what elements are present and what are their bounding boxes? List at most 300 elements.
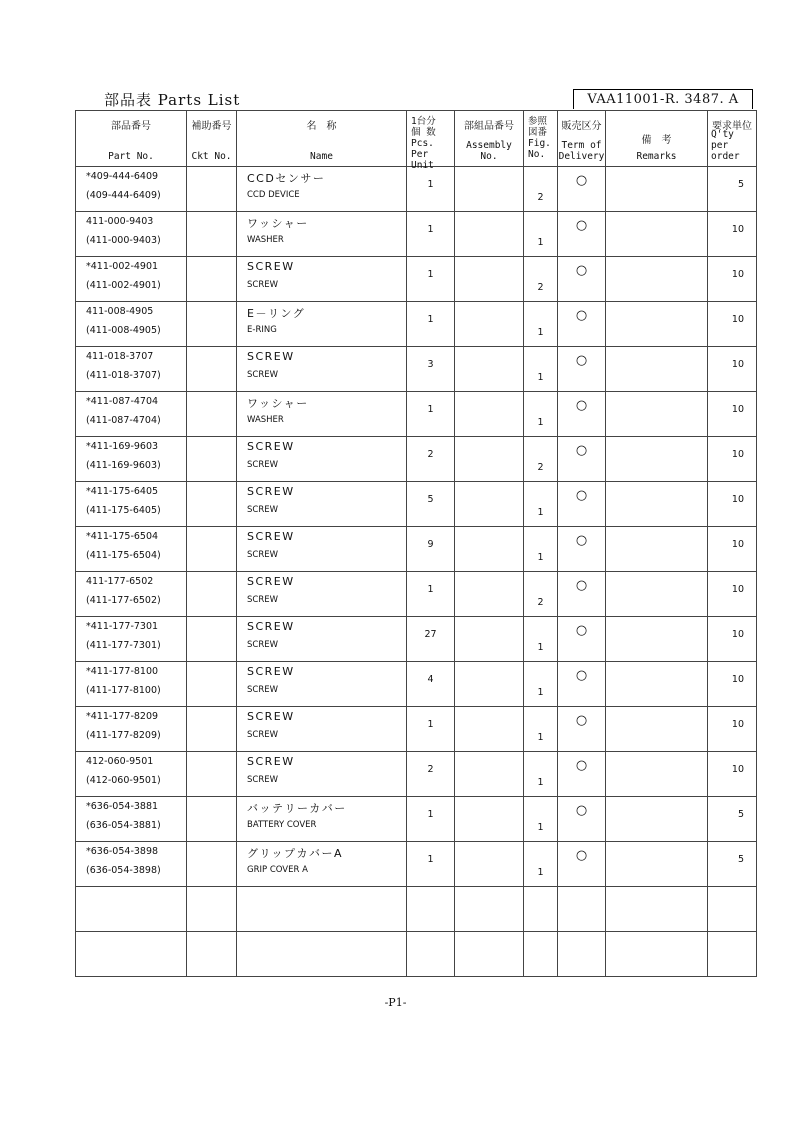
cell-qty	[407, 842, 455, 887]
qty-per-order: 10	[731, 404, 744, 415]
part-name-en: SCREW	[247, 280, 279, 290]
pcs-per-unit: 1	[427, 404, 434, 415]
col-part-no	[76, 111, 187, 167]
cell-remarks	[606, 842, 708, 887]
cell-qty	[407, 167, 455, 212]
cell-name	[237, 572, 407, 617]
empty-cell	[455, 887, 524, 932]
col-label-ja: 名 称	[306, 121, 337, 132]
cell-term	[558, 212, 606, 257]
cell-remarks	[606, 167, 708, 212]
empty-table-row	[76, 932, 757, 977]
col-qty-per-order	[708, 111, 757, 167]
document-number: VAA11001-R. 3487. A	[573, 89, 753, 109]
pcs-per-unit: 1	[427, 584, 434, 595]
pcs-per-unit: 1	[427, 179, 434, 190]
cell-ckt-no	[187, 482, 237, 527]
pcs-per-unit: 1	[427, 269, 434, 280]
table-row	[76, 167, 757, 212]
col-remarks	[606, 111, 708, 167]
cell-part-no	[76, 482, 187, 527]
cell-fig-no	[524, 797, 558, 842]
cell-remarks	[606, 392, 708, 437]
cell-remarks	[606, 617, 708, 662]
part-number: *409-444-6409	[86, 171, 159, 182]
cell-qty-order	[708, 212, 757, 257]
cell-qty-order	[708, 482, 757, 527]
cell-name	[237, 482, 407, 527]
delivery-circle-mark: ○	[575, 713, 588, 728]
part-number: 411-018-3707	[86, 351, 154, 362]
qty-per-order: 5	[737, 809, 744, 820]
cell-ckt-no	[187, 662, 237, 707]
table-row	[76, 392, 757, 437]
part-number-alt: (636-054-3898)	[86, 865, 161, 876]
table-row	[76, 617, 757, 662]
cell-ckt-no	[187, 257, 237, 302]
pcs-per-unit: 1	[427, 854, 434, 865]
qty-per-order: 10	[731, 764, 744, 775]
part-number: *411-175-6405	[86, 486, 159, 497]
delivery-circle-mark: ○	[575, 398, 588, 413]
col-label-ja: 参照	[528, 116, 548, 127]
col-label-en2: No.	[528, 149, 546, 160]
cell-fig-no	[524, 347, 558, 392]
pcs-per-unit: 1	[427, 224, 434, 235]
cell-term	[558, 527, 606, 572]
pcs-per-unit: 1	[427, 719, 434, 730]
cell-remarks	[606, 797, 708, 842]
cell-ckt-no	[187, 527, 237, 572]
delivery-circle-mark: ○	[575, 623, 588, 638]
empty-cell	[606, 932, 708, 977]
part-name-ja: CCDセンサー	[247, 172, 326, 185]
cell-term	[558, 842, 606, 887]
delivery-circle-mark: ○	[575, 353, 588, 368]
part-name-ja: SCREW	[247, 665, 295, 678]
part-number: 411-000-9403	[86, 216, 154, 227]
cell-fig-no	[524, 617, 558, 662]
table-row	[76, 572, 757, 617]
cell-qty	[407, 752, 455, 797]
empty-cell	[558, 887, 606, 932]
cell-assembly-no	[455, 797, 524, 842]
cell-part-no	[76, 392, 187, 437]
part-number: 411-177-6502	[86, 576, 154, 587]
cell-qty-order	[708, 572, 757, 617]
part-number: *411-177-8100	[86, 666, 159, 677]
cell-term	[558, 302, 606, 347]
cell-assembly-no	[455, 752, 524, 797]
cell-qty	[407, 617, 455, 662]
cell-part-no	[76, 572, 187, 617]
part-name-en: SCREW	[247, 505, 279, 515]
part-number-alt: (411-175-6405)	[86, 505, 161, 516]
fig-number: 1	[537, 237, 544, 248]
table-row	[76, 257, 757, 302]
col-label-ja2: 図番	[528, 127, 548, 138]
qty-per-order: 10	[731, 449, 744, 460]
part-name-ja: SCREW	[247, 440, 295, 453]
col-label-en2: Unit	[411, 160, 434, 171]
cell-qty	[407, 392, 455, 437]
cell-qty-order	[708, 257, 757, 302]
qty-per-order: 5	[737, 854, 744, 865]
cell-fig-no	[524, 212, 558, 257]
col-label-en: Term of	[561, 140, 602, 151]
part-name-en: CCD DEVICE	[247, 190, 300, 200]
cell-ckt-no	[187, 797, 237, 842]
cell-assembly-no	[455, 212, 524, 257]
cell-remarks	[606, 572, 708, 617]
table-row	[76, 347, 757, 392]
part-number-alt: (411-175-6504)	[86, 550, 161, 561]
part-name-en: SCREW	[247, 595, 279, 605]
cell-qty	[407, 572, 455, 617]
empty-cell	[187, 932, 237, 977]
cell-fig-no	[524, 302, 558, 347]
part-number-alt: (411-177-8209)	[86, 730, 161, 741]
part-name-en: GRIP COVER A	[247, 865, 308, 875]
qty-per-order: 10	[731, 539, 744, 550]
table-row	[76, 662, 757, 707]
cell-part-no	[76, 707, 187, 752]
part-name-en: SCREW	[247, 550, 279, 560]
fig-number: 2	[537, 192, 544, 203]
cell-assembly-no	[455, 707, 524, 752]
table-row	[76, 437, 757, 482]
pcs-per-unit: 3	[427, 359, 434, 370]
qty-per-order: 5	[737, 179, 744, 190]
cell-name	[237, 167, 407, 212]
pcs-per-unit: 9	[427, 539, 434, 550]
cell-term	[558, 347, 606, 392]
cell-remarks	[606, 707, 708, 752]
empty-table-row	[76, 887, 757, 932]
part-number-alt: (411-177-8100)	[86, 685, 161, 696]
cell-term	[558, 257, 606, 302]
pcs-per-unit: 27	[424, 629, 437, 640]
part-number-alt: (411-000-9403)	[86, 235, 161, 246]
cell-remarks	[606, 482, 708, 527]
cell-assembly-no	[455, 257, 524, 302]
fig-number: 2	[537, 462, 544, 473]
cell-ckt-no	[187, 212, 237, 257]
cell-assembly-no	[455, 842, 524, 887]
cell-ckt-no	[187, 572, 237, 617]
table-row	[76, 302, 757, 347]
cell-qty	[407, 302, 455, 347]
qty-per-order: 10	[731, 224, 744, 235]
cell-part-no	[76, 347, 187, 392]
col-label-ja: 1台分	[411, 116, 436, 127]
cell-ckt-no	[187, 302, 237, 347]
cell-fig-no	[524, 842, 558, 887]
cell-fig-no	[524, 482, 558, 527]
empty-cell	[524, 932, 558, 977]
qty-per-order: 10	[731, 674, 744, 685]
fig-number: 1	[537, 777, 544, 788]
part-number-alt: (411-018-3707)	[86, 370, 161, 381]
pcs-per-unit: 5	[427, 494, 434, 505]
empty-cell	[558, 932, 606, 977]
part-name-ja: SCREW	[247, 755, 295, 768]
delivery-circle-mark: ○	[575, 758, 588, 773]
cell-remarks	[606, 437, 708, 482]
part-name-en: SCREW	[247, 370, 279, 380]
part-number-alt: (411-087-4704)	[86, 415, 161, 426]
delivery-circle-mark: ○	[575, 533, 588, 548]
part-name-ja: SCREW	[247, 350, 295, 363]
fig-number: 1	[537, 642, 544, 653]
fig-number: 1	[537, 507, 544, 518]
cell-part-no	[76, 212, 187, 257]
cell-name	[237, 842, 407, 887]
pcs-per-unit: 4	[427, 674, 434, 685]
cell-fig-no	[524, 527, 558, 572]
empty-cell	[76, 932, 187, 977]
delivery-circle-mark: ○	[575, 848, 588, 863]
cell-qty-order	[708, 347, 757, 392]
table-row	[76, 527, 757, 572]
cell-term	[558, 707, 606, 752]
cell-term	[558, 437, 606, 482]
part-number: *411-002-4901	[86, 261, 159, 272]
qty-per-order: 10	[731, 629, 744, 640]
cell-name	[237, 527, 407, 572]
delivery-circle-mark: ○	[575, 263, 588, 278]
cell-fig-no	[524, 707, 558, 752]
part-name-en: SCREW	[247, 730, 279, 740]
cell-qty	[407, 212, 455, 257]
page-number: -P1-	[384, 996, 407, 1009]
col-label-stack	[528, 116, 555, 160]
cell-part-no	[76, 527, 187, 572]
part-name-ja: SCREW	[247, 575, 295, 588]
cell-fig-no	[524, 257, 558, 302]
page-title: 部品表 Parts List	[104, 91, 241, 109]
cell-qty	[407, 527, 455, 572]
qty-per-order: 10	[731, 314, 744, 325]
fig-number: 1	[537, 732, 544, 743]
empty-cell	[708, 932, 757, 977]
cell-term	[558, 617, 606, 662]
pcs-per-unit: 1	[427, 809, 434, 820]
table-row	[76, 707, 757, 752]
cell-name	[237, 392, 407, 437]
part-name-en: WASHER	[247, 235, 284, 245]
cell-remarks	[606, 212, 708, 257]
cell-fig-no	[524, 167, 558, 212]
empty-cell	[407, 932, 455, 977]
cell-assembly-no	[455, 617, 524, 662]
cell-remarks	[606, 662, 708, 707]
cell-name	[237, 347, 407, 392]
cell-name	[237, 707, 407, 752]
cell-assembly-no	[455, 437, 524, 482]
part-name-en: BATTERY COVER	[247, 820, 317, 830]
delivery-circle-mark: ○	[575, 218, 588, 233]
table-row	[76, 842, 757, 887]
cell-name	[237, 302, 407, 347]
col-label-ja: 備 考	[641, 135, 672, 146]
part-number-alt: (411-177-7301)	[86, 640, 161, 651]
col-term-of-delivery	[558, 111, 606, 167]
part-name-en: SCREW	[247, 460, 279, 470]
cell-remarks	[606, 302, 708, 347]
cell-ckt-no	[187, 752, 237, 797]
cell-term	[558, 797, 606, 842]
cell-remarks	[606, 347, 708, 392]
delivery-circle-mark: ○	[575, 578, 588, 593]
cell-qty-order	[708, 617, 757, 662]
part-number-alt: (411-002-4901)	[86, 280, 161, 291]
cell-fig-no	[524, 572, 558, 617]
cell-part-no	[76, 752, 187, 797]
part-name-ja: SCREW	[247, 620, 295, 633]
qty-per-order: 10	[731, 494, 744, 505]
cell-qty-order	[708, 707, 757, 752]
part-name-en: SCREW	[247, 640, 279, 650]
part-name-ja: SCREW	[247, 260, 295, 273]
fig-number: 1	[537, 372, 544, 383]
cell-part-no	[76, 617, 187, 662]
part-name-ja: バッテリーカバー	[247, 802, 347, 815]
cell-remarks	[606, 257, 708, 302]
cell-assembly-no	[455, 347, 524, 392]
empty-cell	[524, 887, 558, 932]
fig-number: 2	[537, 282, 544, 293]
cell-part-no	[76, 437, 187, 482]
cell-name	[237, 437, 407, 482]
empty-cell	[606, 887, 708, 932]
part-name-ja: SCREW	[247, 485, 295, 498]
part-name-ja: ワッシャー	[247, 217, 309, 230]
cell-part-no	[76, 797, 187, 842]
table-header-row	[76, 111, 757, 167]
col-label-ja: 要求単位	[712, 121, 752, 132]
cell-term	[558, 167, 606, 212]
cell-assembly-no	[455, 167, 524, 212]
part-number: *411-177-8209	[86, 711, 159, 722]
col-fig-no	[524, 111, 558, 167]
fig-number: 1	[537, 327, 544, 338]
cell-ckt-no	[187, 617, 237, 662]
col-name	[237, 111, 407, 167]
cell-term	[558, 482, 606, 527]
col-label-en2: Delivery	[558, 151, 605, 162]
part-name-ja: グリップカバーA	[247, 847, 343, 860]
cell-qty-order	[708, 167, 757, 212]
cell-name	[237, 257, 407, 302]
col-label-en-stack	[711, 129, 756, 162]
cell-qty	[407, 437, 455, 482]
col-label-en: Pcs. Per	[411, 138, 434, 160]
qty-per-order: 10	[731, 584, 744, 595]
pcs-per-unit: 2	[427, 764, 434, 775]
empty-cell	[407, 887, 455, 932]
cell-ckt-no	[187, 842, 237, 887]
col-label-en: Ckt No.	[191, 151, 232, 162]
col-label-en-stack	[558, 140, 605, 162]
part-number-alt: (411-169-9603)	[86, 460, 161, 471]
parts-table	[75, 110, 757, 977]
cell-qty-order	[708, 662, 757, 707]
col-label-en: Name	[310, 151, 333, 162]
cell-part-no	[76, 167, 187, 212]
cell-qty-order	[708, 527, 757, 572]
col-label-ja: 部品番号	[111, 121, 151, 132]
col-label-stack	[411, 116, 452, 171]
cell-remarks	[606, 527, 708, 572]
cell-qty	[407, 707, 455, 752]
cell-qty	[407, 482, 455, 527]
delivery-circle-mark: ○	[575, 308, 588, 323]
part-number-alt: (411-008-4905)	[86, 325, 161, 336]
part-number-alt: (412-060-9501)	[86, 775, 161, 786]
col-pcs-per-unit	[407, 111, 455, 171]
part-name-en: SCREW	[247, 685, 279, 695]
cell-term	[558, 662, 606, 707]
cell-qty-order	[708, 752, 757, 797]
empty-cell	[455, 932, 524, 977]
cell-term	[558, 392, 606, 437]
part-name-ja: ワッシャー	[247, 397, 309, 410]
delivery-circle-mark: ○	[575, 803, 588, 818]
cell-qty-order	[708, 842, 757, 887]
part-number: *411-087-4704	[86, 396, 159, 407]
cell-name	[237, 212, 407, 257]
table-row	[76, 482, 757, 527]
cell-qty-order	[708, 392, 757, 437]
cell-remarks	[606, 752, 708, 797]
pcs-per-unit: 1	[427, 314, 434, 325]
cell-fig-no	[524, 392, 558, 437]
cell-assembly-no	[455, 392, 524, 437]
cell-assembly-no	[455, 662, 524, 707]
col-label-ja: 部組品番号	[464, 121, 514, 132]
fig-number: 2	[537, 597, 544, 608]
qty-per-order: 10	[731, 269, 744, 280]
cell-part-no	[76, 662, 187, 707]
delivery-circle-mark: ○	[575, 443, 588, 458]
cell-qty-order	[708, 437, 757, 482]
part-name-ja: SCREW	[247, 710, 295, 723]
cell-fig-no	[524, 437, 558, 482]
pcs-per-unit: 2	[427, 449, 434, 460]
cell-qty	[407, 797, 455, 842]
part-number-alt: (409-444-6409)	[86, 190, 161, 201]
part-number-alt: (411-177-6502)	[86, 595, 161, 606]
cell-assembly-no	[455, 302, 524, 347]
part-name-ja: E－リング	[247, 307, 306, 320]
part-number: *411-175-6504	[86, 531, 159, 542]
col-label-en: Assembly No.	[466, 140, 512, 162]
col-label-en: Fig.	[528, 138, 551, 149]
cell-name	[237, 662, 407, 707]
cell-qty	[407, 662, 455, 707]
cell-term	[558, 752, 606, 797]
empty-cell	[187, 887, 237, 932]
part-name-en: E-RING	[247, 325, 277, 335]
cell-fig-no	[524, 752, 558, 797]
table-row	[76, 212, 757, 257]
col-label-en2: order	[711, 151, 740, 162]
part-number: 412-060-9501	[86, 756, 154, 767]
cell-name	[237, 797, 407, 842]
fig-number: 1	[537, 687, 544, 698]
part-name-ja: SCREW	[247, 530, 295, 543]
